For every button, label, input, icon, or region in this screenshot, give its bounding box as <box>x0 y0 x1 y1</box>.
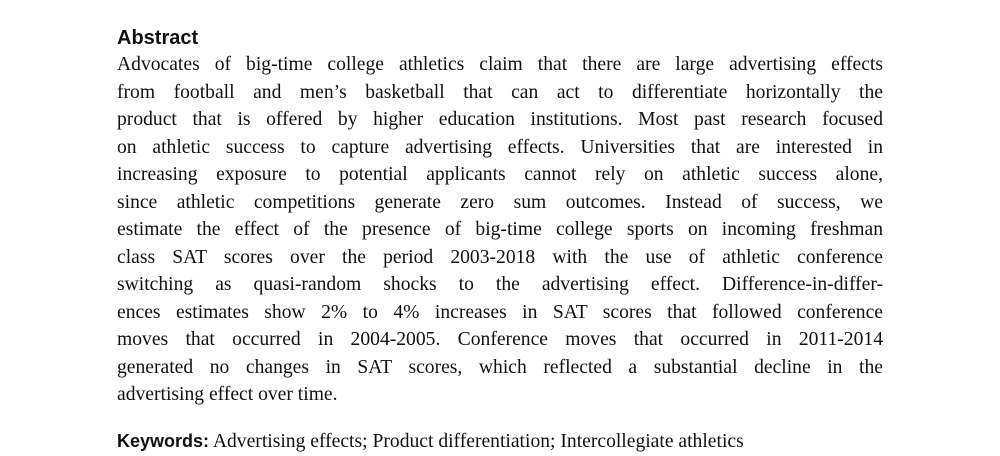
abstract-line: class SAT scores over the period 2003-2018 with the use of athletic conference <box>117 246 883 268</box>
abstract-line: increasing exposure to potential applicants cannot rely on athletic success alone, <box>117 164 883 185</box>
abstract-line: from football and men’s basketball that can act to differentiate horizontally the <box>117 81 883 103</box>
abstract-body <box>117 51 883 409</box>
abstract-line: ences estimates show 2% to 4% increases in SAT scores that followed conference <box>117 301 883 323</box>
abstract-line: estimate the effect of the presence of big-time college sports on incoming freshman <box>117 219 883 240</box>
abstract-line: on athletic success to capture advertising effects. Universities that are interested in <box>117 136 883 158</box>
abstract-line: product that is offered by higher education institutions. Most past research focused <box>117 109 883 130</box>
abstract-section <box>117 26 883 452</box>
abstract-line: generated no changes in SAT scores, which reflected a substantial decline in the <box>117 356 883 378</box>
abstract-line: moves that occurred in 2004-2005. Conference moves that occurred in 2011-2014 <box>117 329 883 350</box>
abstract-heading: Abstract <box>117 27 199 49</box>
abstract-line: advertising effect over time. <box>117 384 338 405</box>
abstract-line: switching as quasi-random shocks to the advertising effect. Difference-in-differ- <box>117 274 883 295</box>
keywords-label: Keywords: <box>117 431 210 451</box>
keywords-text: Advertising effects; Product differentiation; Intercollegiate athletics <box>212 431 744 452</box>
abstract-line: Advocates of big-time college athletics claim that there are large advertising effects <box>117 54 883 75</box>
abstract-line: since athletic competitions generate zero sum outcomes. Instead of success, we <box>117 191 883 213</box>
keywords-line <box>117 428 883 452</box>
